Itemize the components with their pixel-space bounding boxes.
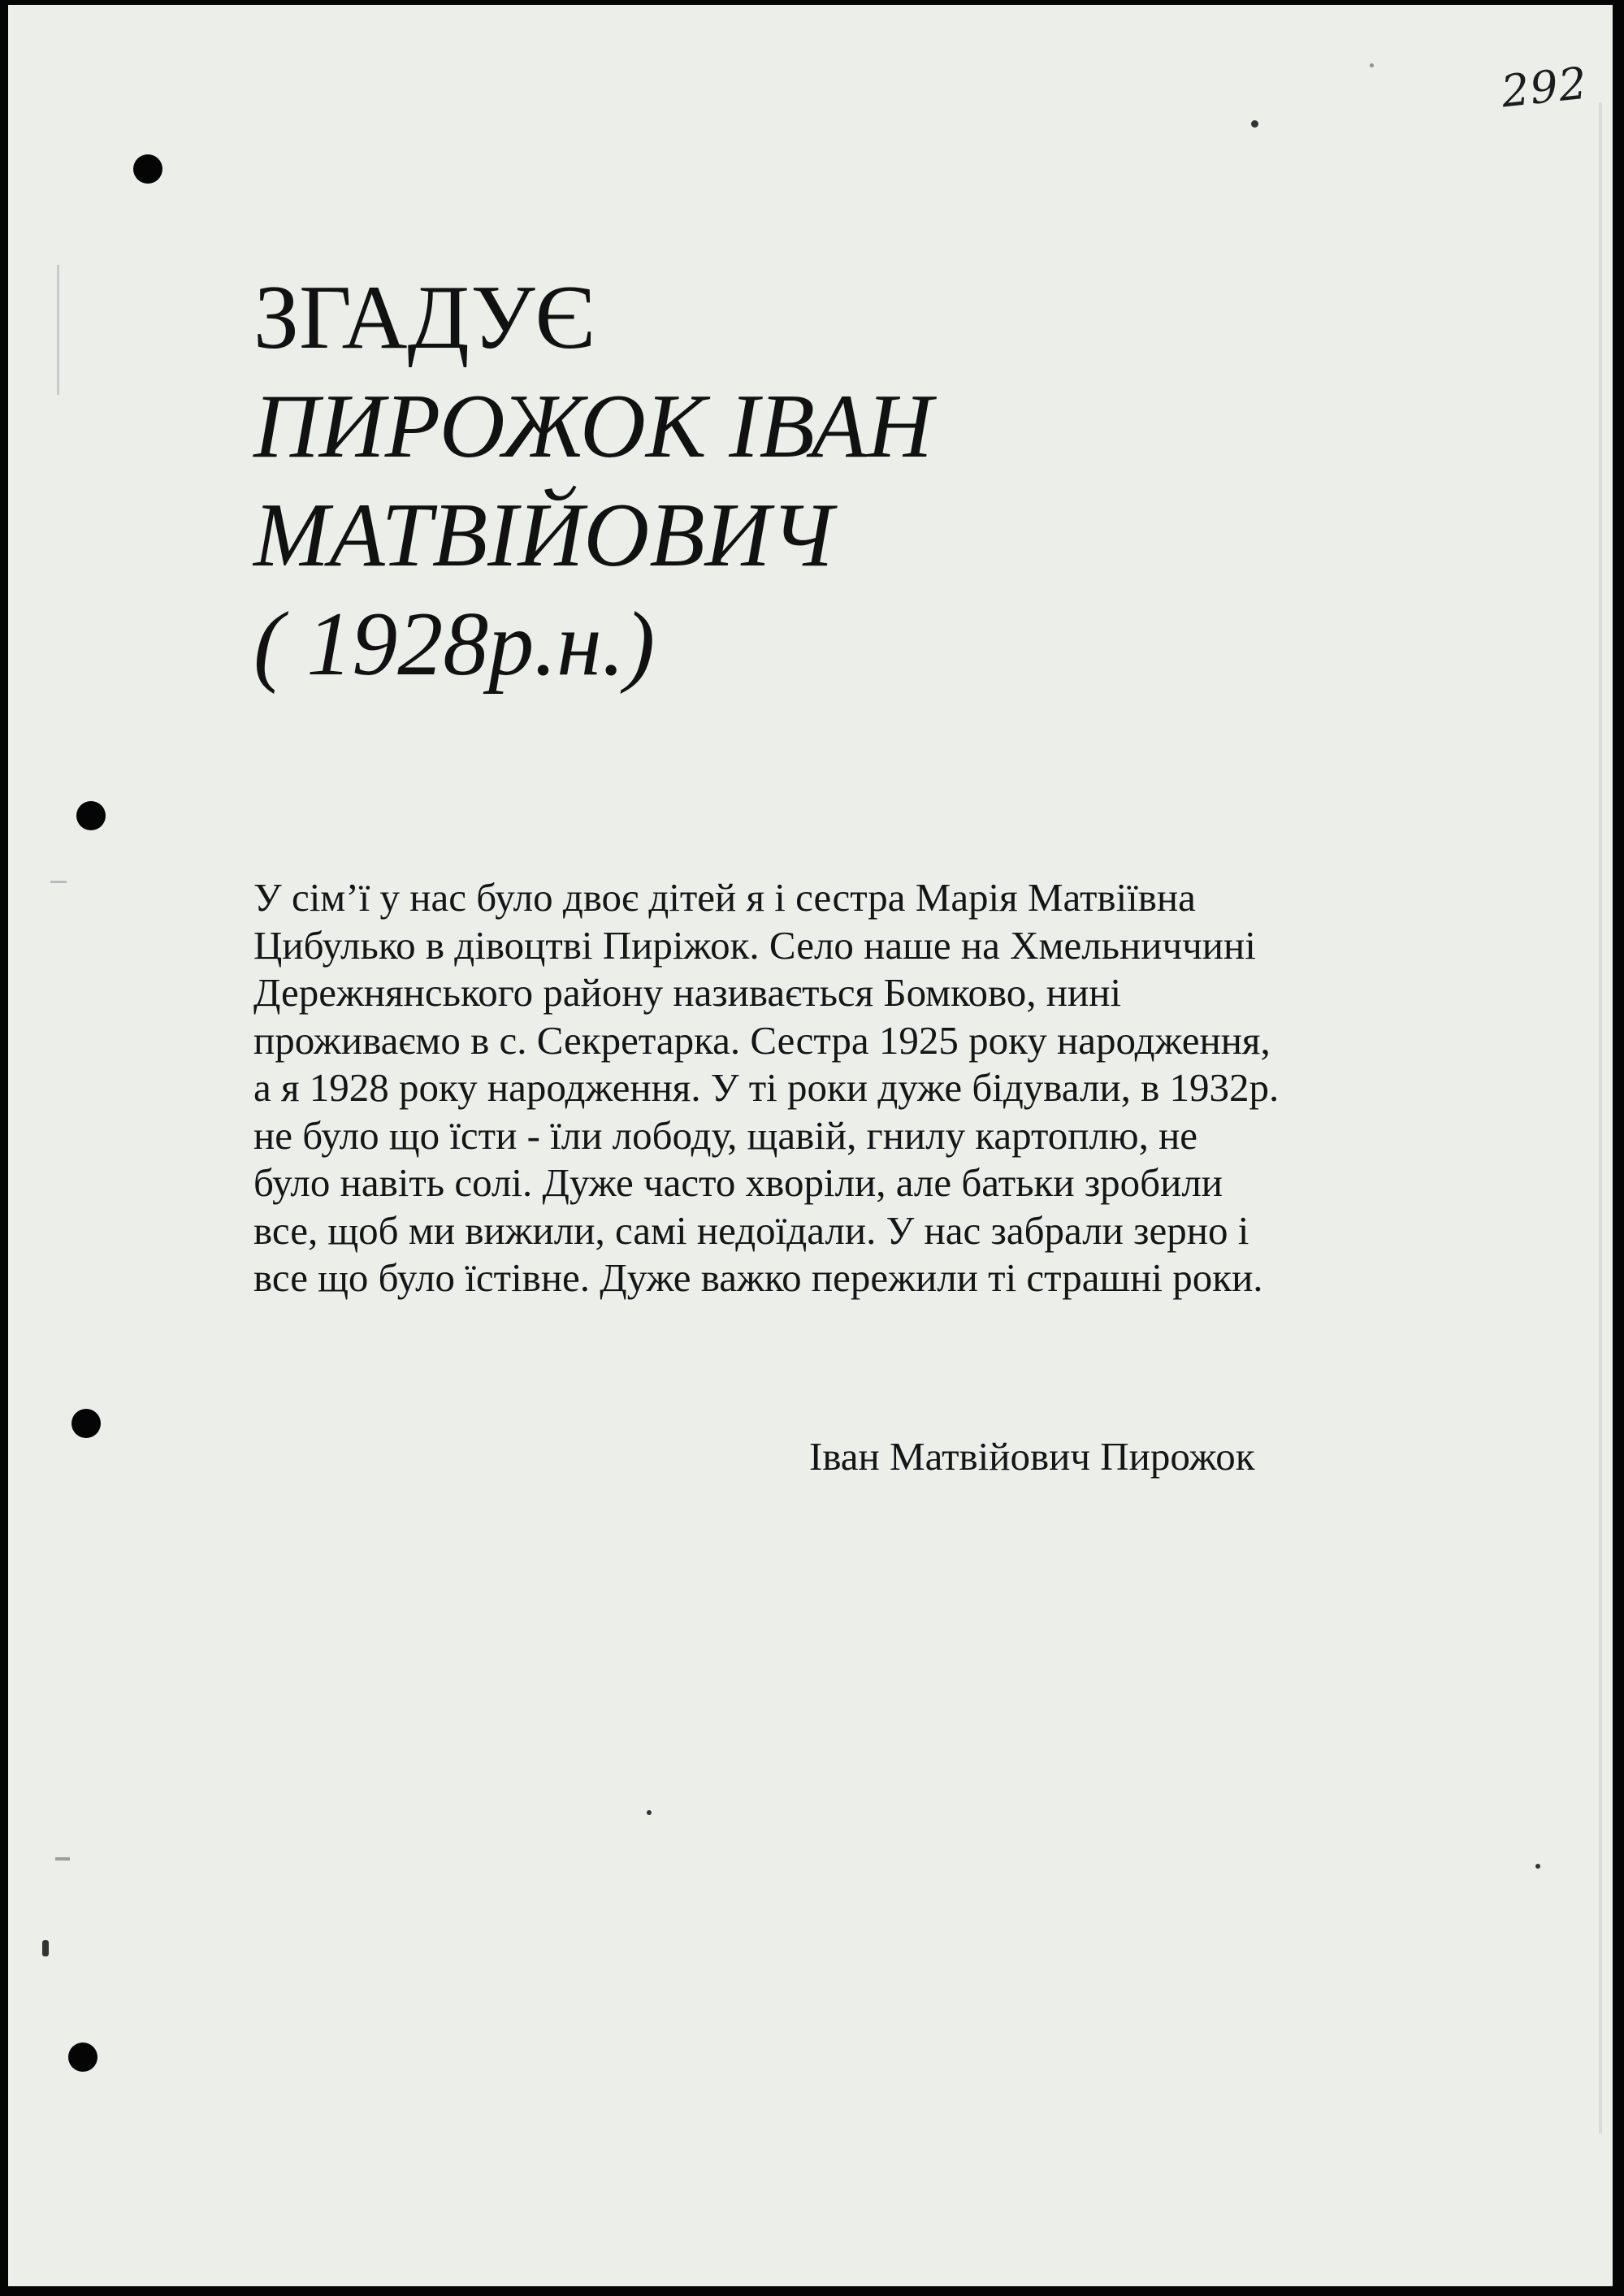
page-number: 292 xyxy=(1498,57,1591,118)
title-block xyxy=(253,263,933,699)
text-line: все, щоб ми вижили, самі недоїдали. У нас забрали зерно і xyxy=(253,1207,1249,1253)
punch-hole xyxy=(68,2043,97,2072)
margin-mark xyxy=(1599,102,1602,2134)
scan-speck xyxy=(1251,120,1258,128)
text-line: все що було їстівне. Дуже важко пережили ті страшні роки. xyxy=(253,1255,1263,1300)
signature: Іван Матвійович Пирожок xyxy=(809,1434,1255,1479)
title-name-line2: МАТВІЙОВИЧ xyxy=(253,485,834,586)
scan-speck xyxy=(42,1940,49,1956)
margin-mark xyxy=(55,1857,70,1861)
margin-mark xyxy=(50,881,67,883)
text-line: не було що їсти - їли лободу, щавій, гнилу картоплю, не xyxy=(253,1112,1198,1158)
punch-hole xyxy=(76,801,106,830)
testimony-text xyxy=(253,874,1521,1302)
text-line: У сім’ї у нас було двоє дітей я і сестра Марія Матвіївна xyxy=(253,875,1196,920)
title-name-line1: ПИРОЖОК ІВАН xyxy=(253,376,933,477)
text-line: Дережнянського району називається Бомково, нині xyxy=(253,970,1122,1015)
text-line: було навіть солі. Дуже часто хворіли, але батьки зробили xyxy=(253,1160,1223,1205)
text-line: а я 1928 року народження. У ті роки дуже бідували, в 1932р. xyxy=(253,1065,1280,1110)
scan-speck xyxy=(1370,63,1374,67)
punch-hole xyxy=(133,154,162,184)
text-line: Цибулько в дівоцтві Пиріжок. Село наше на Хмельниччині xyxy=(253,922,1256,968)
scan-speck xyxy=(647,1810,652,1815)
title-heading: ЗГАДУЄ xyxy=(253,267,595,368)
title-birth-year: ( 1928р.н.) xyxy=(253,594,656,695)
margin-mark xyxy=(57,265,59,395)
document-page xyxy=(8,5,1613,2286)
punch-hole xyxy=(71,1409,101,1438)
text-line: проживаємо в с. Секретарка. Сестра 1925 року народження, xyxy=(253,1017,1271,1063)
scan-speck xyxy=(1535,1864,1540,1869)
